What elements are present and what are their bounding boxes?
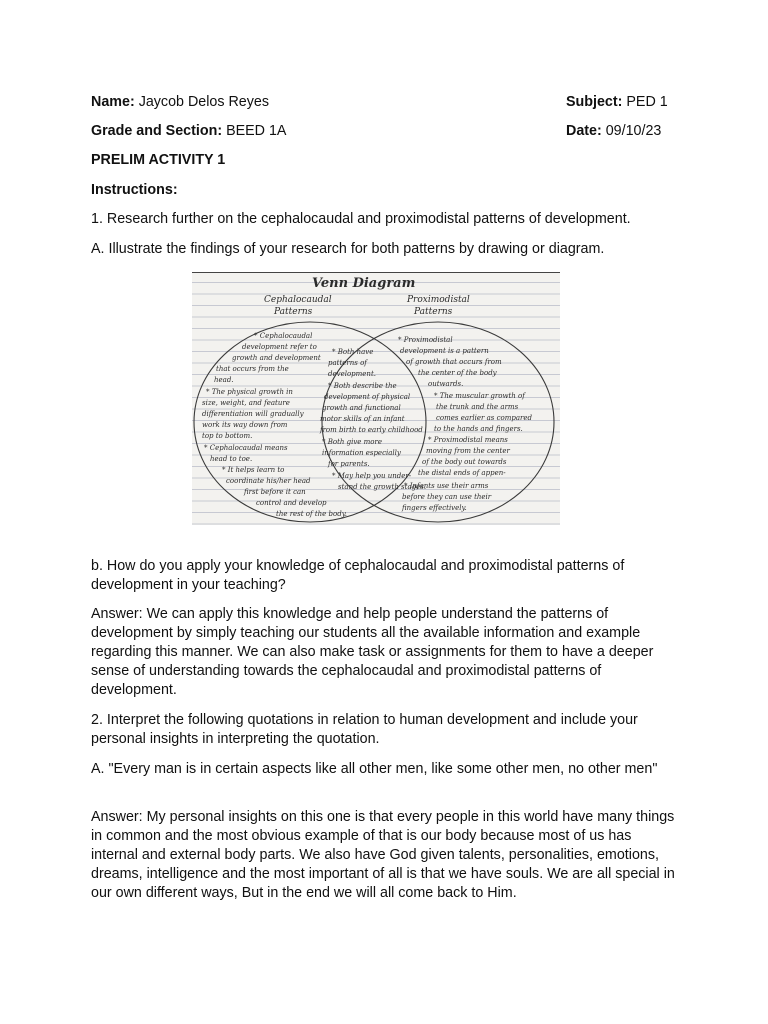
- svg-text:control and develop: control and develop: [256, 499, 327, 507]
- svg-text:* May help you under-: * May help you under-: [332, 472, 412, 480]
- grade-label: Grade and Section:: [91, 123, 223, 139]
- svg-text:development is a pattern: development is a pattern: [400, 347, 489, 355]
- header-row-2: [91, 122, 673, 141]
- svg-text:top to bottom.: top to bottom.: [202, 432, 253, 440]
- svg-text:* Cephalocaudal: * Cephalocaudal: [254, 332, 313, 340]
- svg-text:patterns of: patterns of: [328, 359, 367, 367]
- svg-text:moving from the center: moving from the center: [426, 447, 510, 455]
- svg-text:work its way down from: work its way down from: [202, 421, 288, 429]
- svg-text:growth and development: growth and development: [232, 354, 321, 362]
- svg-text:* Both give more: * Both give more: [322, 438, 383, 446]
- svg-text:stand the growth stages.: stand the growth stages.: [338, 483, 427, 491]
- svg-text:comes earlier as compared: comes earlier as compared: [436, 414, 532, 422]
- activity-title: PRELIM ACTIVITY 1: [91, 152, 226, 168]
- svg-text:head.: head.: [214, 376, 234, 384]
- grade-field: [91, 122, 286, 141]
- right-heading: Proximodistal: [407, 295, 470, 305]
- grade-value: BEED 1A: [226, 123, 287, 139]
- svg-text:* Proximodistal: * Proximodistal: [398, 336, 453, 344]
- left-heading: Cephalocaudal: [264, 295, 332, 305]
- date-value: 09/10/23: [605, 123, 662, 139]
- subject-value: PED 1: [626, 94, 668, 110]
- svg-text:coordinate his/her head: coordinate his/her head: [226, 477, 311, 485]
- name-value: Jaycob Delos Reyes: [138, 94, 270, 110]
- diagram-title: Venn Diagram: [312, 276, 416, 291]
- svg-text:* Both describe the: * Both describe the: [328, 382, 397, 390]
- svg-text:Patterns: Patterns: [274, 307, 313, 317]
- svg-text:of growth that occurs from: of growth that occurs from: [406, 358, 502, 366]
- svg-text:information especially: information especially: [322, 449, 401, 457]
- svg-text:the trunk and the arms: the trunk and the arms: [436, 403, 519, 411]
- subject-field: [566, 93, 673, 112]
- svg-text:first before it can: first before it can: [244, 488, 306, 496]
- svg-text:motor skills of an infant: motor skills of an infant: [320, 415, 405, 423]
- instructions-label: Instructions:: [91, 182, 178, 198]
- svg-text:* The muscular growth of: * The muscular growth of: [434, 392, 525, 400]
- svg-text:head to toe.: head to toe.: [210, 455, 253, 463]
- svg-text:outwards.: outwards.: [428, 380, 464, 388]
- svg-text:development.: development.: [328, 370, 376, 378]
- svg-text:the rest of the body.: the rest of the body.: [276, 510, 347, 518]
- svg-text:Patterns: Patterns: [414, 307, 453, 317]
- item-2: 2. Interpret the following quotations in relation to human development and include your personal insights in interpreting the quotation.: [91, 712, 638, 747]
- answer-2a: Answer: My personal insights on this one is that every people in this world have many things in common and the most obvious example of that is our body because most of us has internal and external body parts. We also have God given talents, personalities, emotions, dreams, intelligence and the most important of all is that we have souls. We are all special in our own different ways, But in the end we will all come back to Him.: [91, 809, 675, 901]
- venn-diagram-photo: [192, 272, 560, 525]
- svg-text:* Proximodistal means: * Proximodistal means: [428, 436, 508, 444]
- date-field: [566, 122, 673, 141]
- subject-label: Subject:: [566, 94, 623, 110]
- answer-1b: Answer: We can apply this knowledge and help people understand the patterns of development by simply teaching our students all the available information and example regarding this manner. We can also make task or assignments for them to have a deeper sense of understanding towards the cephalocaudal and proximodistal patterns of development.: [91, 606, 654, 698]
- item-1a: A. Illustrate the findings of your research for both patterns by drawing or diagram.: [91, 241, 605, 257]
- svg-text:the distal ends of appen-: the distal ends of appen-: [418, 469, 506, 477]
- svg-text:before they can use their: before they can use their: [402, 493, 492, 501]
- header-row-1: [91, 93, 673, 112]
- svg-text:growth and functional: growth and functional: [322, 404, 401, 412]
- svg-text:to the hands and fingers.: to the hands and fingers.: [434, 425, 523, 433]
- svg-text:size, weight, and feature: size, weight, and feature: [202, 399, 290, 407]
- svg-text:* Both have: * Both have: [332, 348, 374, 356]
- svg-text:of the body out towards: of the body out towards: [422, 458, 507, 466]
- svg-text:* The physical growth in: * The physical growth in: [206, 388, 293, 396]
- svg-text:that occurs from the: that occurs from the: [216, 365, 289, 373]
- svg-text:from birth to early childhood: from birth to early childhood: [320, 426, 423, 434]
- name-field: [91, 93, 269, 112]
- date-label: Date:: [566, 123, 602, 139]
- svg-text:development of physical: development of physical: [324, 393, 411, 401]
- svg-text:* Cephalocaudal means: * Cephalocaudal means: [204, 444, 288, 452]
- venn-diagram-drawing: [192, 272, 560, 525]
- svg-text:* It helps learn to: * It helps learn to: [222, 466, 285, 474]
- svg-text:the center of the body: the center of the body: [418, 369, 497, 377]
- item-2a: A. "Every man is in certain aspects like all other men, like some other men, no other men": [91, 761, 658, 777]
- item-1b: b. How do you apply your knowledge of cephalocaudal and proximodistal patterns of development in your teaching?: [91, 558, 625, 593]
- svg-text:fingers effectively.: fingers effectively.: [402, 504, 467, 512]
- svg-text:* Infants use their arms: * Infants use their arms: [404, 482, 489, 490]
- svg-text:development refer to: development refer to: [242, 343, 317, 351]
- svg-text:differentiation will gradually: differentiation will gradually: [202, 410, 304, 418]
- item-1: 1. Research further on the cephalocaudal and proximodistal patterns of development.: [91, 211, 631, 227]
- name-label: Name:: [91, 94, 135, 110]
- svg-text:for parents.: for parents.: [328, 460, 370, 468]
